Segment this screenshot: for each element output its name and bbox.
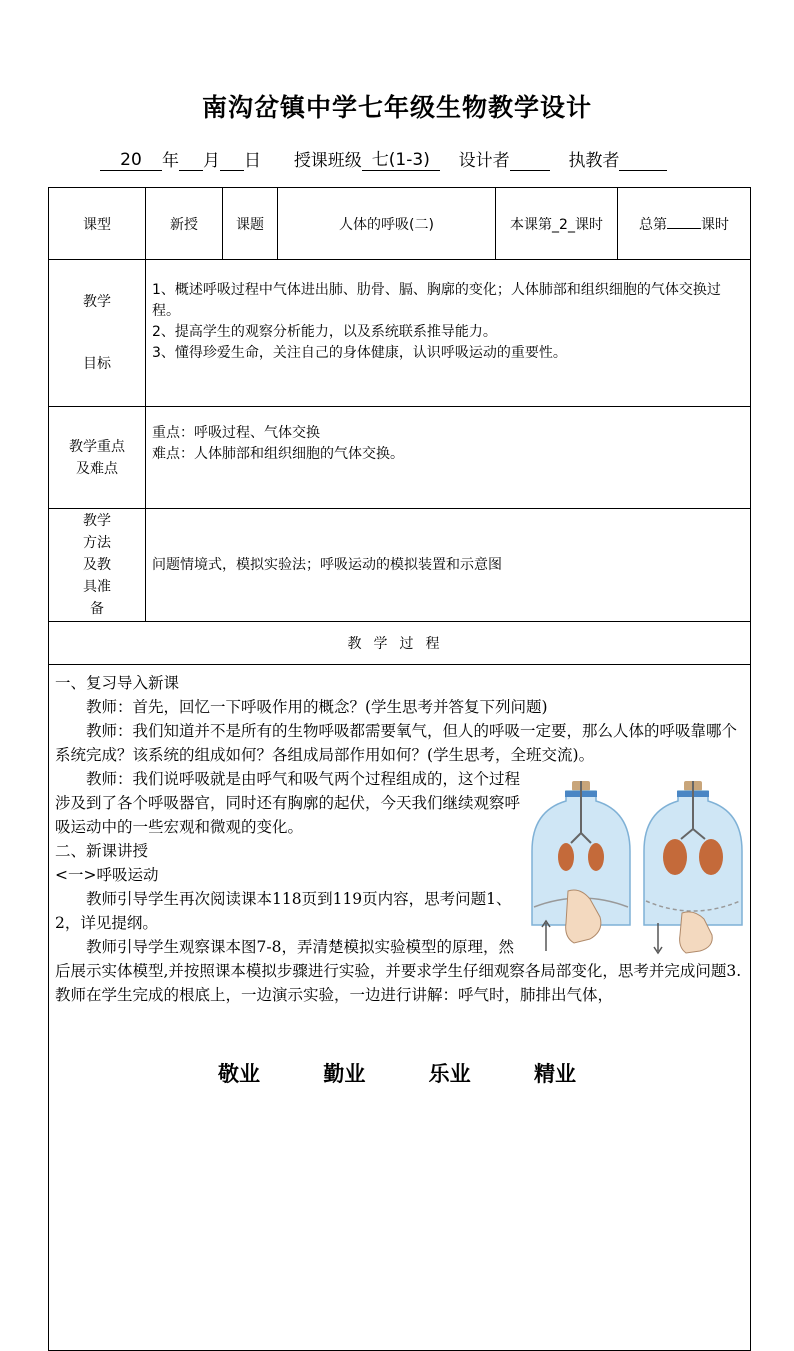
total-prefix: 总第 (639, 216, 667, 233)
month-label: 月 (203, 151, 220, 171)
class-label: 授课班级 (293, 151, 362, 171)
paragraph: 教师：我们知道并不是所有的生物呼吸都需要氧气，但人的呼吸一定要，那么人体的呼吸靠哪个系统完成？该系统的组成如何？各组成局部作用如何？(学生思考，全班交流)。 (55, 722, 738, 764)
lesson-table (48, 187, 751, 1351)
lung-icon (558, 843, 574, 871)
paragraph: 教师引导学生观察课本图7-8，弄清楚模拟实验模型的原理，然后展示实体模型,并按照课本模拟步骤进行实验，并要求学生仔细观察各局部变化，思考并完成问题3. (55, 938, 742, 980)
row-key-points (49, 407, 751, 509)
total-suffix: 课时 (701, 216, 729, 233)
teacher-blank (619, 150, 667, 171)
year-label: 年 (162, 151, 179, 171)
type-label: 课型 (49, 188, 146, 260)
lesson-prefix: 本课第 (510, 216, 553, 233)
month-blank (179, 150, 203, 171)
row-process-header (49, 622, 751, 665)
goals-content (146, 260, 751, 407)
goals-label-bottom: 目标 (83, 356, 111, 372)
type-value: 新授 (146, 188, 223, 260)
methods-label-line: 具准 (83, 579, 111, 595)
row-goals (49, 260, 751, 407)
topic-label: 课题 (223, 188, 278, 260)
methods-label-line: 及教 (83, 557, 111, 573)
paragraph: 教师引导学生再次阅读课本118页到119页内容，思考问题1、2，详见提纲。 (55, 890, 512, 932)
lesson-suffix: 课时 (574, 216, 603, 233)
footer-motto (0, 1058, 794, 1088)
year-value: 20 (100, 150, 162, 171)
section-heading: 一、复习导入新课 (55, 674, 180, 692)
goal-item: 1、概述呼吸过程中气体进出肺、肋骨、膈、胸廓的变化；人体肺部和组织细胞的气体交换过程。 (152, 282, 721, 319)
section-heading: 二、新课讲授 (55, 842, 149, 860)
lung-icon (663, 839, 687, 875)
key-points-label (49, 407, 146, 509)
key-points-label-line2: 及难点 (76, 460, 118, 477)
goal-item: 2、提高学生的观察分析能力，以及系统联系推导能力。 (152, 324, 497, 340)
topic-value: 人体的呼吸(二) (278, 188, 496, 260)
methods-label-line: 方法 (83, 535, 111, 551)
process-header: 教学过程 (49, 622, 751, 665)
methods-label-line: 教学 (83, 513, 111, 529)
motto-item: 乐业 (428, 1062, 471, 1086)
lesson-number (496, 188, 618, 260)
methods-label (49, 509, 146, 622)
row-process-body (49, 665, 751, 1351)
document-title: 南沟岔镇中学七年级生物教学设计 (201, 93, 592, 122)
goals-label (49, 260, 146, 407)
lung-icon (699, 839, 723, 875)
paragraph-text: 教师：我们说呼吸就是由呼气和吸气两个过程组成的，这个过程涉及到了各个呼吸器官，同时还有胸廓的起伏，今天我们继续观察呼吸运动中的一些宏观和微观的变化。 (55, 770, 521, 836)
motto-item: 勤业 (323, 1062, 366, 1086)
row-methods (49, 509, 751, 622)
motto-item: 敬业 (218, 1062, 261, 1086)
breathing-model-illustration (526, 773, 744, 959)
designer-label: 设计者 (458, 151, 510, 171)
key-point: 重点：呼吸过程、气体交换 (152, 424, 320, 441)
total-blank (667, 216, 701, 229)
goals-label-top: 教学 (83, 294, 111, 310)
paragraph: 教师：首先，回忆一下呼吸作用的概念？(学生思考并答复下列问题) (86, 698, 548, 716)
class-value: 七(1-3) (362, 150, 440, 171)
lung-icon (588, 843, 604, 871)
lesson-value: _2_ (552, 216, 575, 233)
row-basic-info (49, 188, 751, 260)
day-blank (220, 150, 244, 171)
designer-blank (510, 150, 550, 171)
meta-line (100, 146, 667, 171)
jar-exhale (532, 781, 630, 951)
difficult-point: 难点：人体肺部和组织细胞的气体交换。 (152, 445, 404, 462)
methods-content (146, 509, 751, 622)
teacher-label: 执教者 (568, 151, 620, 171)
subsection-heading: <一>呼吸运动 (55, 866, 159, 884)
jar-inhale (644, 781, 742, 953)
process-body (49, 665, 751, 1351)
goal-item: 3、懂得珍爱生命，关注自己的身体健康，认识呼吸运动的重要性。 (152, 345, 567, 361)
day-label: 日 (244, 151, 261, 171)
key-points-label-line1: 教学重点 (69, 438, 125, 455)
methods-text: 问题情境式，模拟实验法；呼吸运动的模拟装置和示意图 (152, 556, 502, 573)
methods-label-line: 备 (90, 601, 104, 617)
paragraph (55, 767, 742, 839)
total-lesson-number (618, 188, 751, 260)
motto-item: 精业 (533, 1062, 576, 1086)
key-points-content (146, 407, 751, 509)
paragraph: 教师在学生完成的根底上，一边演示实验，一边进行讲解：呼气时，肺排出气体， (55, 986, 614, 1004)
